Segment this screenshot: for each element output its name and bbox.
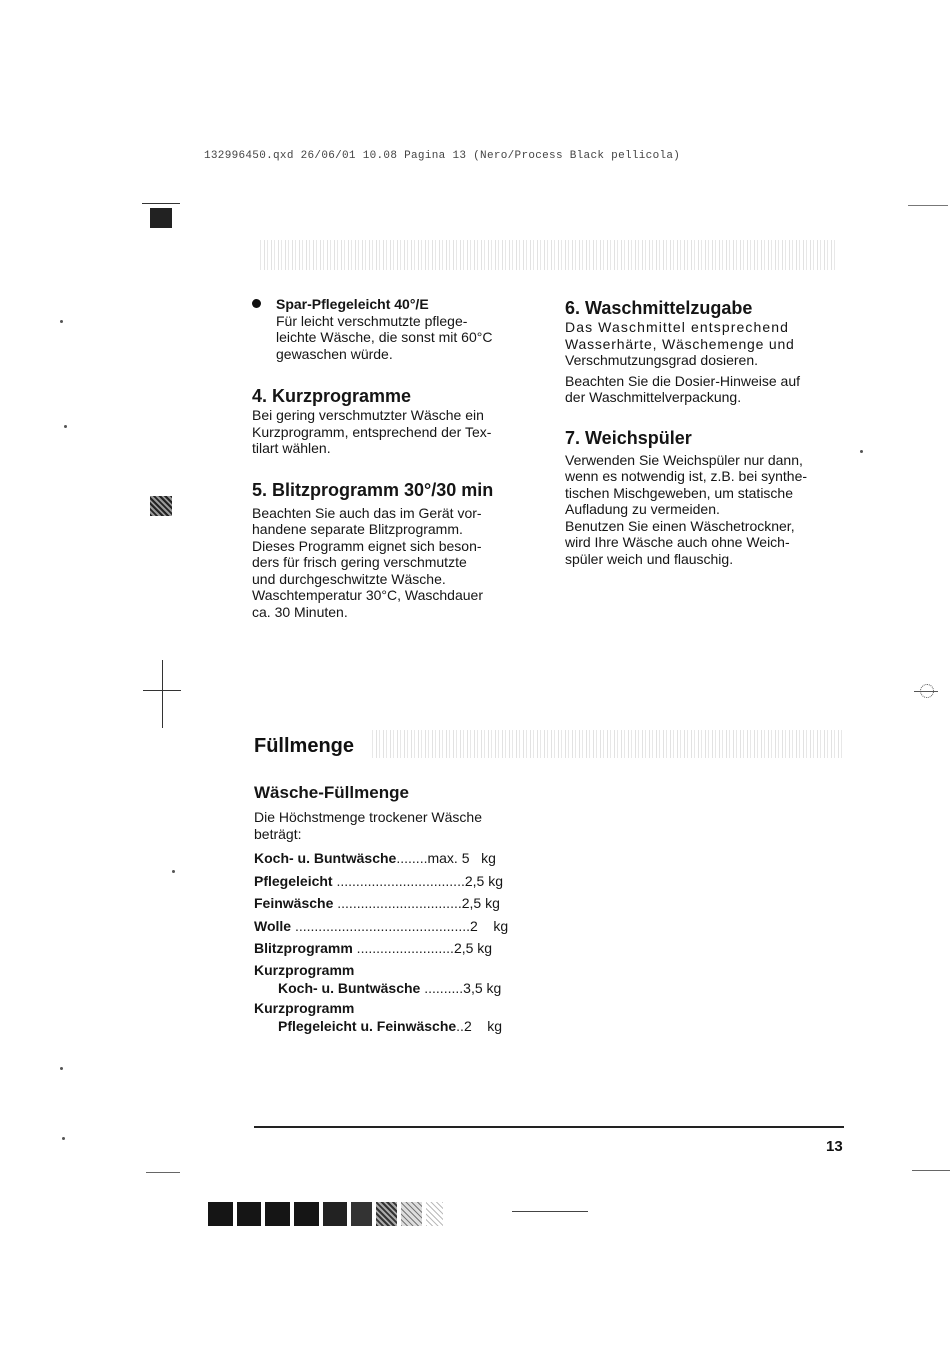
bottom-density-bar [208, 1202, 443, 1226]
page-number: 13 [826, 1138, 843, 1155]
fuellmenge-row-dots: ................................. [332, 872, 465, 889]
density-block [294, 1202, 319, 1226]
fuellmenge-row-value: max. 5 kg [427, 850, 496, 866]
fuellmenge-row-label: Pflegeleicht [254, 872, 333, 889]
fuellmenge-row-label: Wolle [254, 917, 292, 934]
fuellmenge-subtitle: Wäsche-Füllmenge [254, 783, 409, 802]
speck [60, 1067, 63, 1070]
section5-line: Waschtemperatur 30°C, Waschdauer [252, 587, 483, 603]
section7-line: spüler weich und flauschig. [565, 550, 734, 567]
density-block [401, 1202, 422, 1226]
section6-line: Das Waschmittel entsprechend [565, 319, 790, 335]
fuellmenge-group-title: Kurzprogramm [254, 999, 355, 1016]
section4-line: Bei gering verschmutzter Wäsche ein [252, 407, 484, 423]
bullet-title: Spar-Pflegeleicht 40°/E [276, 296, 429, 312]
top-crop-mark-right [908, 205, 948, 206]
fuellmenge-sub-row [278, 978, 544, 998]
bottom-crop-mark [512, 1211, 588, 1212]
section4-line: tilart wählen. [252, 440, 331, 456]
fuellmenge-row [254, 870, 544, 893]
section6-title: 6. Waschmittelzugabe [565, 298, 753, 318]
fuellmenge-group-title: Kurzprogramm [254, 961, 355, 978]
fuellmenge-row [254, 892, 544, 915]
fuellmenge-row-label: Pflegeleicht u. Feinwäsche [278, 1017, 457, 1034]
fuellmenge-row-value: 2,5 kg [464, 872, 503, 889]
fuellmenge-intro-line: Die Höchstmenge trockener Wäsche [254, 809, 482, 825]
fuellmenge-row-label: Koch- u. Buntwäsche [278, 979, 421, 996]
bottom-crop-mark-right [912, 1170, 950, 1171]
fuellmenge-row-value: 2 kg [470, 917, 509, 934]
bullet-line: Für leicht verschmutzte pflege- [276, 312, 468, 329]
section6-line: der Waschmittelverpackung. [565, 389, 742, 405]
registration-square-mid [150, 496, 172, 516]
section4-title: 4. Kurzprogramme [252, 386, 412, 406]
footer-rule [254, 1126, 844, 1128]
density-block [208, 1202, 233, 1226]
density-block [376, 1202, 397, 1226]
section4-line: Kurzprogramm, entsprechend der Tex- [252, 423, 492, 440]
left-column [252, 296, 532, 620]
fuellmenge-row-value: 3,5 kg [463, 979, 502, 996]
section7-line: tischen Mischgeweben, um statische [565, 484, 793, 501]
speck [60, 320, 63, 323]
section5-line: Dieses Programm eignet sich beson- [252, 537, 482, 554]
fuellmenge-sub-row [278, 1016, 544, 1036]
section7-title: 7. Weichspüler [565, 427, 692, 448]
section5-line: handene separate Blitzprogramm. [252, 521, 463, 537]
top-halftone-band [258, 240, 838, 270]
speck [62, 1137, 65, 1140]
fuellmenge-row-label: Feinwäsche [254, 895, 334, 911]
fuellmenge-intro-line: beträgt: [254, 825, 302, 842]
fuellmenge-row-value: 2,5 kg [453, 940, 493, 956]
section5-line: ca. 30 Minuten. [252, 603, 348, 620]
bullet-line: gewaschen würde. [276, 345, 393, 362]
speck [172, 870, 175, 873]
fuellmenge-row-dots: .......... [420, 979, 464, 996]
section6-line: Wasserhärte, Wäschemenge und [565, 335, 795, 352]
section7-line: Benutzen Sie einen Wäschetrockner, [565, 517, 795, 534]
file-header-line: 132996450.qxd 26/06/01 10.08 Pagina 13 (Nero/Process Black pellicola) [204, 150, 681, 162]
right-column [565, 297, 845, 567]
fuellmenge-halftone-band [370, 730, 844, 758]
speck [64, 425, 67, 428]
density-block [351, 1202, 372, 1226]
fuellmenge-row-label: Koch- u. Buntwäsche [254, 850, 397, 866]
fuellmenge-row [254, 847, 544, 870]
fuellmenge-row-value: 2,5 kg [461, 895, 500, 911]
fuellmenge-row-dots: ......................... [352, 940, 454, 956]
fuellmenge-row-dots: ............................................. [291, 917, 471, 934]
density-block [323, 1202, 348, 1226]
density-block [237, 1202, 262, 1226]
section6-line: Verschmutzungsgrad dosieren. [565, 352, 758, 368]
fuellmenge-row [254, 915, 544, 938]
section5-line: und durchgeschwitzte Wäsche. [252, 570, 446, 587]
bullet-line: leichte Wäsche, die sonst mit 60°C [276, 329, 493, 345]
fuellmenge-row [254, 937, 544, 960]
section7-line: Verwenden Sie Weichspüler nur dann, [565, 451, 803, 468]
fuellmenge-row-dots: ........ [396, 850, 428, 866]
fuellmenge-title: Füllmenge [254, 735, 355, 757]
speck [860, 450, 863, 453]
registration-line-top [142, 203, 180, 204]
fuellmenge-row-dots: .. [456, 1017, 464, 1034]
section7-line: Aufladung zu vermeiden. [565, 501, 720, 517]
fuellmenge-row-dots: ................................ [333, 895, 462, 911]
bottom-crop-mark-left [146, 1172, 180, 1173]
section5-title: 5. Blitzprogramm 30°/30 min [252, 479, 494, 500]
density-block [426, 1202, 443, 1226]
registration-square-top [150, 208, 172, 228]
section7-line: wenn es notwendig ist, z.B. bei synthe- [565, 468, 808, 484]
crosshair-mark-right-circle [920, 684, 934, 698]
section5-line: Beachten Sie auch das im Gerät vor- [252, 504, 482, 521]
crosshair-mark-left-vertical [162, 660, 163, 728]
fuellmenge-row-value: 2 kg [463, 1017, 503, 1034]
section7-line: wird Ihre Wäsche auch ohne Weich- [565, 534, 790, 550]
fuellmenge-section [254, 782, 544, 1036]
density-block [265, 1202, 290, 1226]
section5-line: ders für frisch gering verschmutzte [252, 554, 467, 570]
fuellmenge-row-label: Blitzprogramm [254, 940, 353, 956]
section6-line: Beachten Sie die Dosier-Hinweise auf [565, 372, 801, 389]
